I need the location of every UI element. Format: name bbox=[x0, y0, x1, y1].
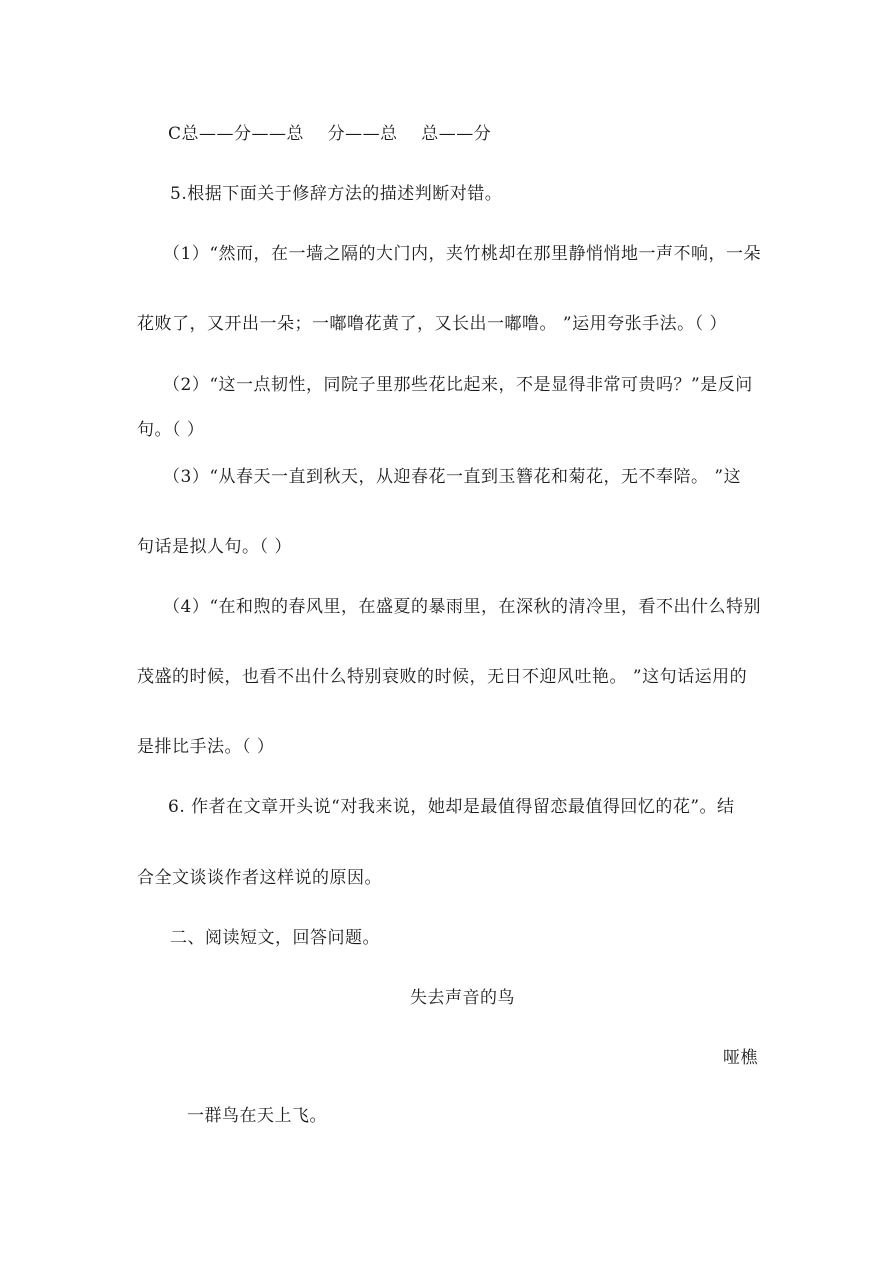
question-5-item-1-line-1: （1）“然而，在一墙之隔的大门内，夹竹桃却在那里静悄悄地一声不响，一朵 bbox=[163, 244, 762, 264]
question-5-item-1-line-2: 花败了，又开出一朵；一嘟噜花黄了，又长出一嘟噜。 ”运用夸张手法。（ ） bbox=[137, 314, 727, 334]
question-5-item-3-line-1: （3）“从春天一直到秋天，从迎春花一直到玉簪花和菊花，无不奉陪。 ”这 bbox=[163, 467, 742, 487]
question-6-line-1: 6. 作者在文章开头说“对我来说，她却是最值得留恋最值得回忆的花”。结 bbox=[168, 797, 735, 817]
section-two-heading: 二、阅读短文，回答问题。 bbox=[170, 928, 380, 948]
question-5-item-3-line-2: 句话是拟人句。（ ） bbox=[137, 537, 292, 557]
question-5-item-4-line-2: 茂盛的时候，也看不出什么特别衰败的时候，无日不迎风吐艳。 ”这句话运用的 bbox=[137, 667, 748, 687]
question-5-item-4-line-1: （4）“在和煦的春风里，在盛夏的暴雨里，在深秋的清冷里，看不出什么特别 bbox=[163, 597, 762, 617]
question-5-item-2-line-1: （2）“这一点韧性，同院子里那些花比起来，不是显得非常可贵吗？”是反问 bbox=[163, 375, 753, 395]
answer-option-c: C总——分——总 分——总 总——分 bbox=[168, 124, 492, 144]
question-5-heading: 5.根据下面关于修辞方法的描述判断对错。 bbox=[170, 184, 503, 204]
question-5-item-4-line-3: 是排比手法。（ ） bbox=[137, 737, 275, 757]
passage-first-paragraph: 一群鸟在天上飞。 bbox=[187, 1106, 327, 1126]
question-6-line-2: 合全文谈谈作者这样说的原因。 bbox=[137, 868, 382, 888]
passage-author: 哑樵 bbox=[723, 1048, 758, 1068]
passage-title: 失去声音的鸟 bbox=[410, 988, 515, 1008]
question-5-item-2-line-2: 句。（ ） bbox=[137, 420, 205, 440]
